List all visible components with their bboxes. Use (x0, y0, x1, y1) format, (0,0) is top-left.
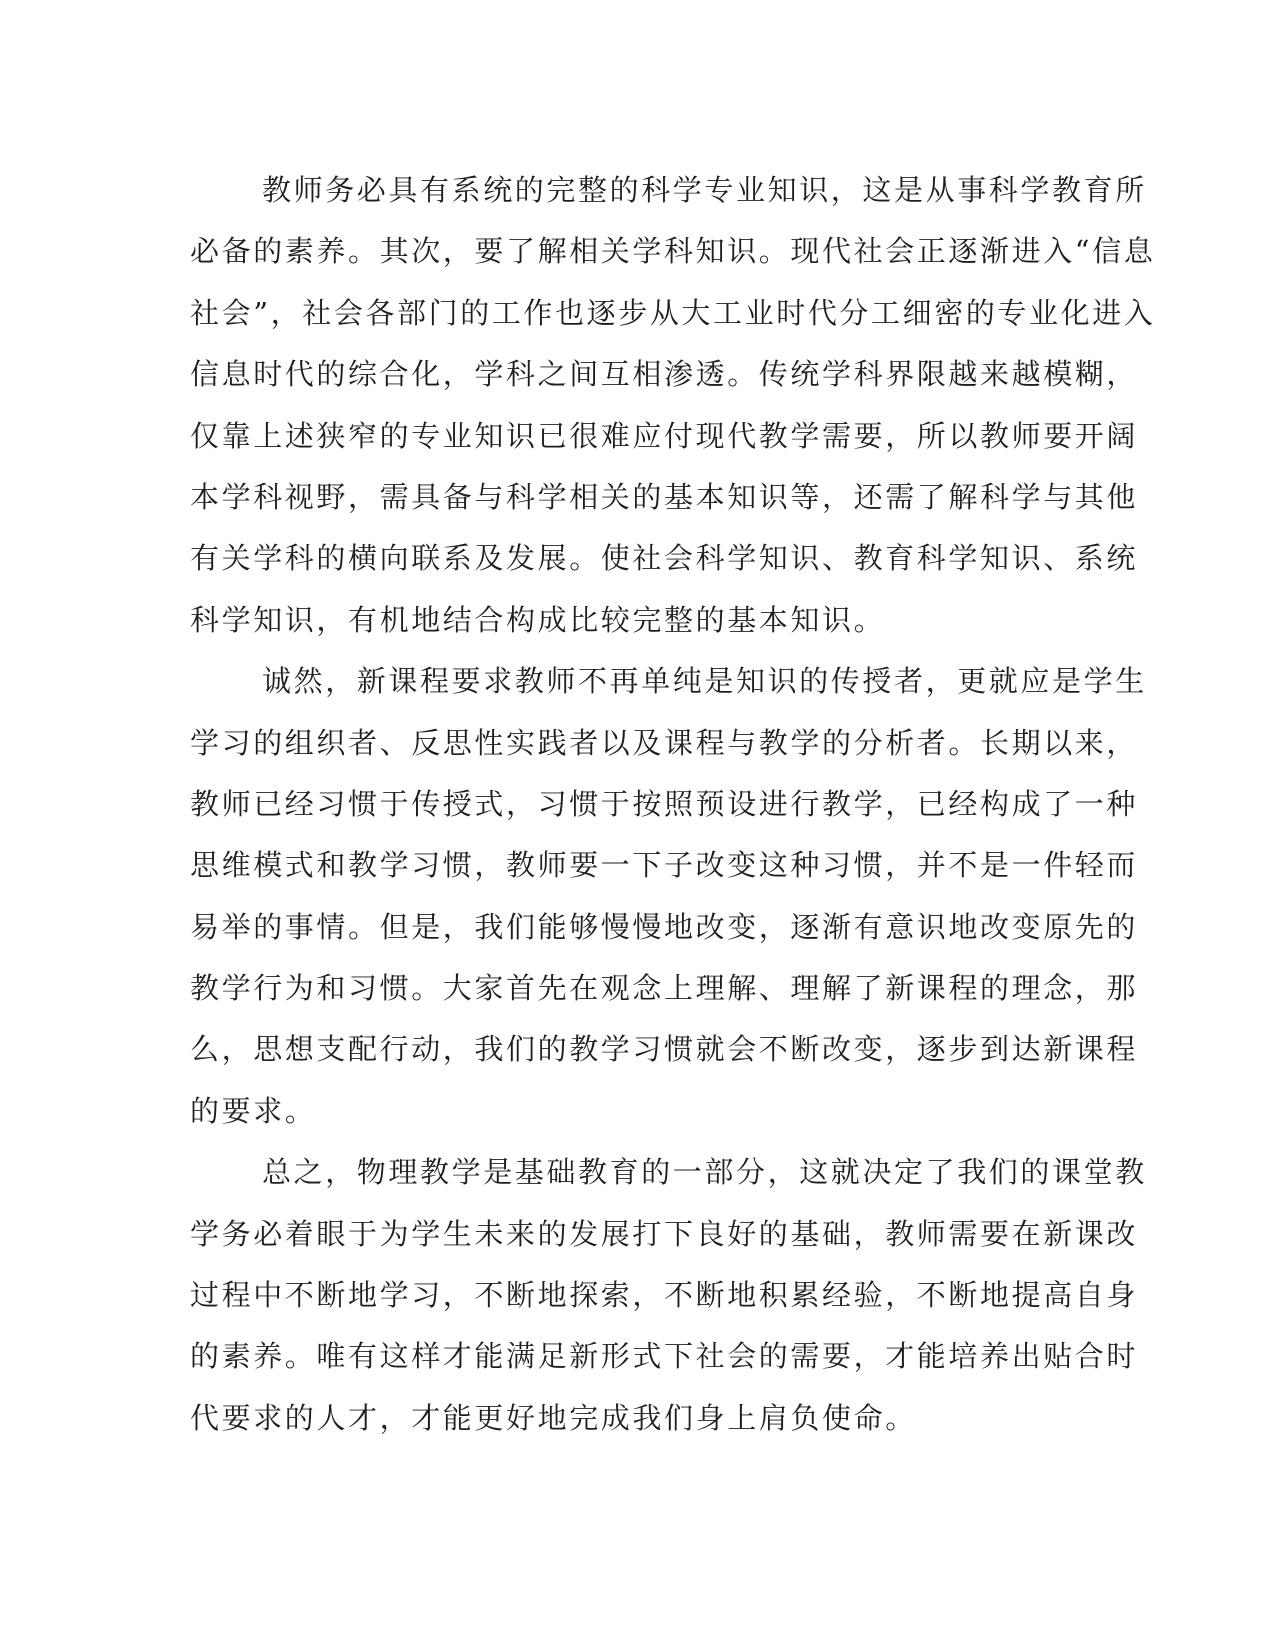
text-line: 的素养。唯有这样才能满足新形式下社会的需要，才能培养出贴合时 (190, 1339, 1139, 1374)
text-line: 代要求的人才，才能更好地完成我们身上肩负使命。 (190, 1400, 917, 1435)
text-line: 学习的组织者、反思性实践者以及课程与教学的分析者。长期以来， (190, 725, 1139, 760)
text-line: 教师务必具有系统的完整的科学专业知识，这是从事科学教育所 (262, 173, 1147, 207)
text-line: 么，思想支配行动，我们的教学习惯就会不断改变，逐步到达新课程 (190, 1032, 1139, 1067)
text-line: 过程中不断地学习，不断地探索，不断地积累经验，不断地提高自身 (190, 1278, 1139, 1313)
text-line: 总之，物理教学是基础教育的一部分，这就决定了我们的课堂教 (262, 1155, 1147, 1190)
paragraph-3 (190, 1142, 1147, 1449)
text-line: 思维模式和教学习惯，教师要一下子改变这种习惯，并不是一件轻而 (190, 848, 1139, 883)
text-line: 诚然，新课程要求教师不再单纯是知识的传授者，更就应是学生 (262, 664, 1147, 699)
text-line: 社会”，社会各部门的工作也逐步从大工业时代分工细密的专业化进入 (190, 295, 1156, 330)
paragraph-2 (190, 651, 1147, 1142)
text-line: 必备的素养。其次，要了解相关学科知识。现代社会正逐渐进入“信息 (190, 234, 1156, 269)
text-line: 易举的事情。但是，我们能够慢慢地改变，逐渐有意识地改变原先的 (190, 909, 1139, 944)
text-line: 科学知识，有机地结合构成比较完整的基本知识。 (190, 602, 886, 637)
text-line: 教学行为和习惯。大家首先在观念上理解、理解了新课程的理念，那 (190, 971, 1139, 1006)
text-line: 的要求。 (190, 1093, 317, 1128)
text-line: 本学科视野，需具备与科学相关的基本知识等，还需了解科学与其他 (190, 479, 1139, 514)
document-body (190, 160, 1156, 1449)
paragraph-1 (190, 160, 1156, 651)
text-line: 有关学科的横向联系及发展。使社会科学知识、教育科学知识、系统 (190, 541, 1139, 576)
text-line: 教师已经习惯于传授式，习惯于按照预设进行教学，已经构成了一种 (190, 786, 1139, 821)
text-line: 信息时代的综合化，学科之间互相渗透。传统学科界限越来越模糊， (190, 357, 1139, 392)
text-line: 仅靠上述狭窄的专业知识已很难应付现代教学需要，所以教师要开阔 (190, 418, 1139, 453)
text-line: 学务必着眼于为学生未来的发展打下良好的基础，教师需要在新课改 (190, 1216, 1139, 1251)
